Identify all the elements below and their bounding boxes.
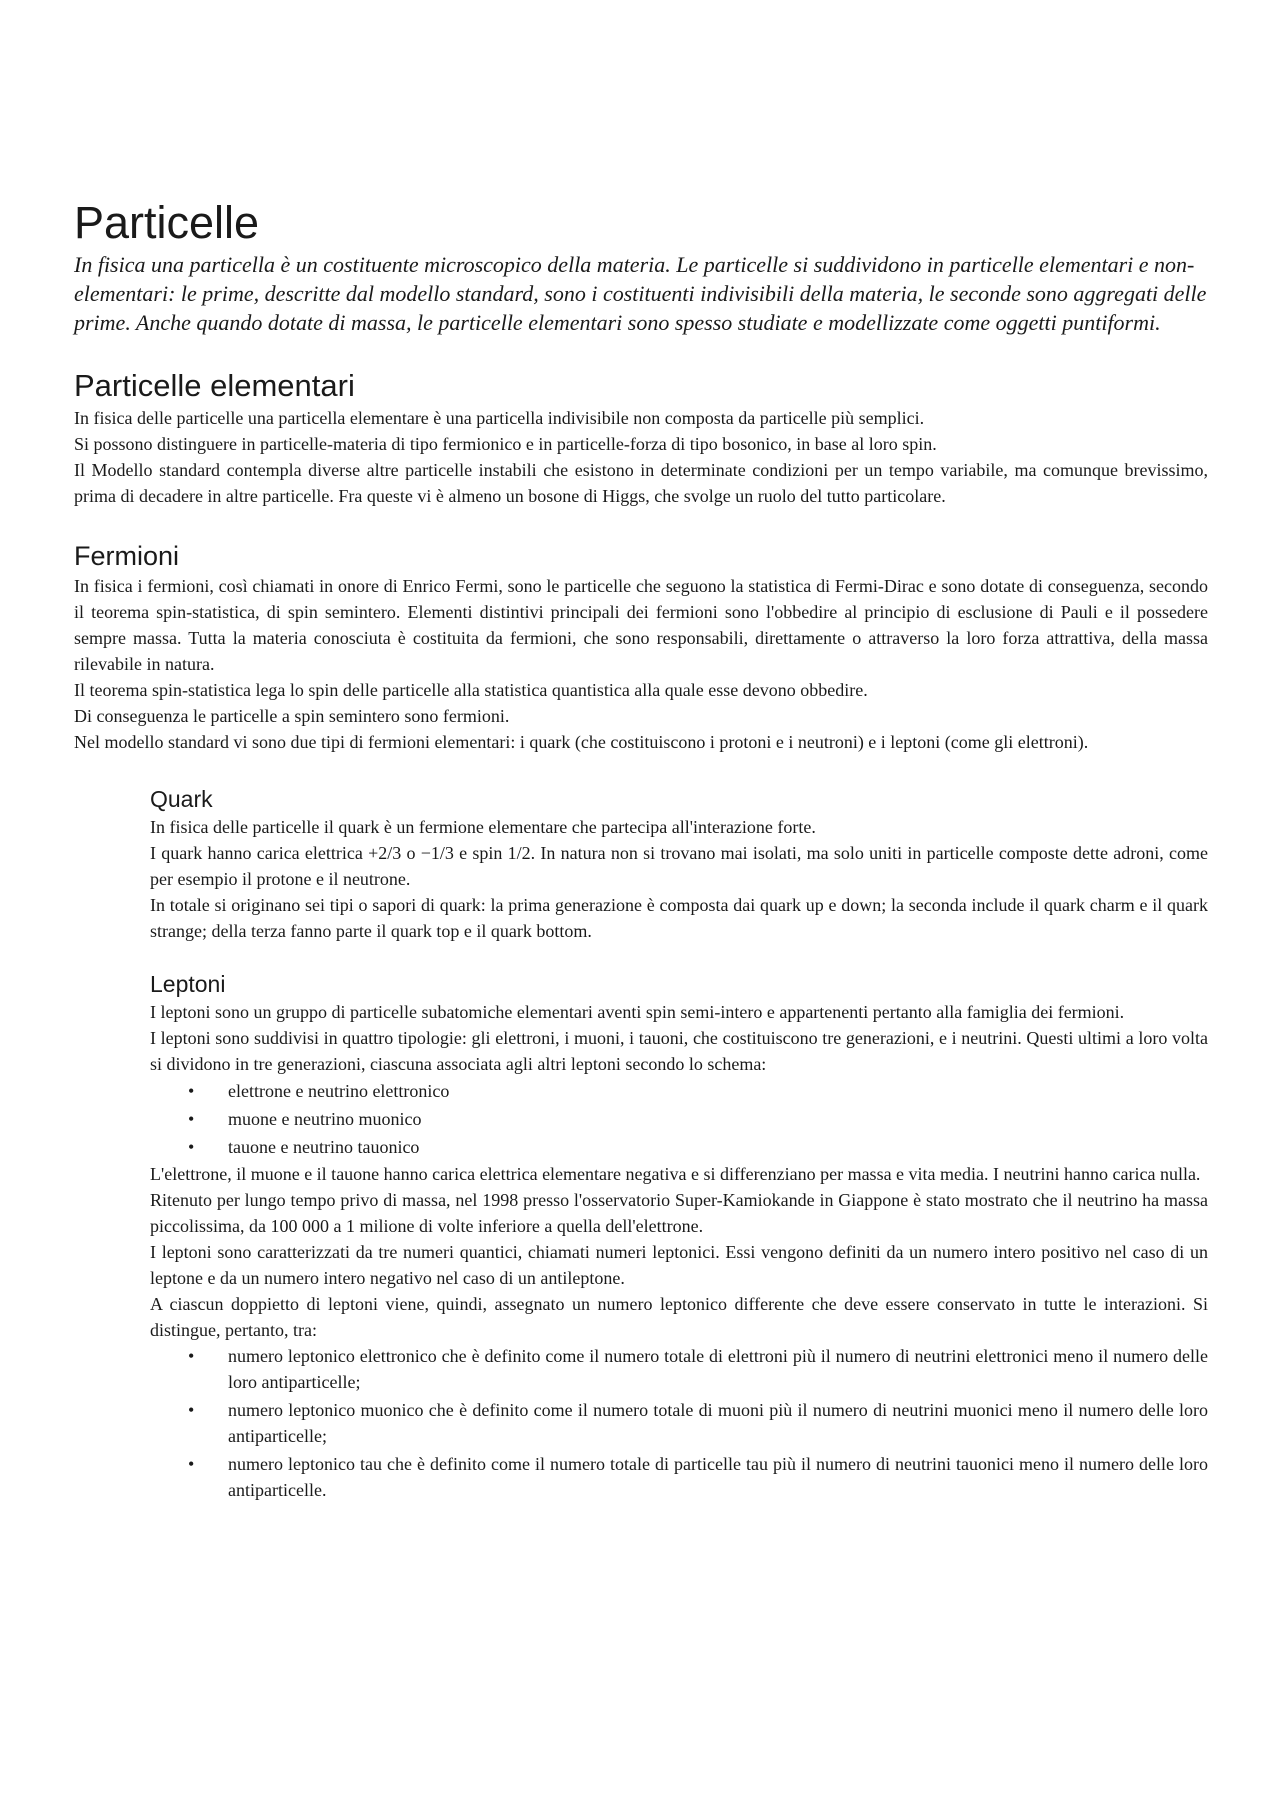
paragraph: In totale si originano sei tipi o sapori di quark: la prima generazione è composta dai quark up e down; la seconda include il quark charm e il quark strange; della terza fanno parte il quark top e il quark bottom.	[150, 895, 1208, 941]
lepton-numbers-list	[150, 1343, 1208, 1503]
paragraph: In fisica delle particelle il quark è un fermione elementare che partecipa all'interazione forte.	[150, 817, 816, 837]
paragraph: Si possono distinguere in particelle-materia di tipo fermionico e in particelle-forza di tipo bosonico, in base al loro spin.	[74, 434, 937, 454]
section-quark	[150, 785, 1208, 944]
page-title: Particelle	[74, 197, 260, 248]
list-item: • numero leptonico tau che è definito come il numero totale di particelle tau più il numero di neutrini tauonici meno il numero delle loro antiparticelle.	[150, 1451, 1208, 1503]
document-page	[74, 196, 1208, 1505]
section-particelle-elementari	[74, 367, 1208, 509]
paragraph: I leptoni sono un gruppo di particelle subatomiche elementari aventi spin semi-intero e appartenenti pertanto alla famiglia dei fermioni.	[150, 1002, 1125, 1022]
subsection-heading: Leptoni	[150, 971, 226, 997]
lepton-generations-list	[150, 1077, 1208, 1161]
paragraph: Nel modello standard vi sono due tipi di fermioni elementari: i quark (che costituiscono i protoni e i neutroni) e i leptoni (come gli elettroni).	[74, 732, 1089, 752]
paragraph: L'elettrone, il muone e il tauone hanno carica elettrica elementare negativa e si differenziano per massa e vita media. I neutrini hanno carica nulla.	[150, 1164, 1201, 1184]
list-item: • elettrone e neutrino elettronico	[150, 1077, 1208, 1105]
paragraph: Di conseguenza le particelle a spin semintero sono fermioni.	[74, 706, 510, 726]
paragraph: Il teorema spin-statistica lega lo spin delle particelle alla statistica quantistica alla quale esse devono obbedire.	[74, 680, 868, 700]
paragraph: Il Modello standard contempla diverse altre particelle instabili che esistono in determinate condizioni per un tempo variabile, ma comunque brevissimo, prima di decadere in altre particelle. Fra queste vi è almeno un bosone di Higgs, che svolge un ruolo del tutto particolare.	[74, 460, 1208, 506]
subsection-heading: Quark	[150, 786, 213, 812]
section-heading: Fermioni	[74, 541, 180, 571]
list-item: • numero leptonico muonico che è definito come il numero totale di muoni più il numero di neutrini muonici meno il numero delle loro antiparticelle;	[150, 1397, 1208, 1449]
intro-paragraph: In fisica una particella è un costituente microscopico della materia. Le particelle si suddividono in particelle elementari e non-elementari: le prime, descritte dal modello standard, sono i costituenti indivisibili della materia, le seconde sono aggregati delle prime. Anche quando dotate di massa, le particelle elementari sono spesso studiate e modellizzate come oggetti puntiformi.	[74, 252, 1207, 335]
section-heading: Particelle elementari	[74, 368, 355, 403]
list-item: • muone e neutrino muonico	[150, 1105, 1208, 1133]
paragraph: I leptoni sono suddivisi in quattro tipologie: gli elettroni, i muoni, i tauoni, che costituiscono tre generazioni, e i neutrini. Questi ultimi a loro volta si dividono in tre generazioni, ciascuna associata agli altri leptoni secondo lo schema:	[150, 1028, 1208, 1074]
paragraph: In fisica delle particelle una particella elementare è una particella indivisibile non composta da particelle più semplici.	[74, 408, 925, 428]
paragraph: I leptoni sono caratterizzati da tre numeri quantici, chiamati numeri leptonici. Essi vengono definiti da un numero intero positivo nel caso di un leptone e da un numero intero negativo nel caso di un antileptone.	[150, 1242, 1208, 1288]
paragraph: A ciascun doppietto di leptoni viene, quindi, assegnato un numero leptonico differente che deve essere conservato in tutte le interazioni. Si distingue, pertanto, tra:	[150, 1294, 1208, 1340]
list-item: • numero leptonico elettronico che è definito come il numero totale di elettroni più il numero di neutrini elettronici meno il numero delle loro antiparticelle;	[150, 1343, 1208, 1395]
paragraph: I quark hanno carica elettrica +2/3 o −1/3 e spin 1/2. In natura non si trovano mai isolati, ma solo uniti in particelle composte dette adroni, come per esempio il protone e il neutrone.	[150, 843, 1208, 889]
section-fermioni	[74, 539, 1208, 755]
paragraph: In fisica i fermioni, così chiamati in onore di Enrico Fermi, sono le particelle che seguono la statistica di Fermi-Dirac e sono dotate di conseguenza, secondo il teorema spin-statistica, di spin semintero. Elementi distintivi principali dei fermioni sono l'obbedire al principio di esclusione di Pauli e il possedere sempre massa. Tutta la materia conosciuta è costituita da fermioni, che sono responsabili, direttamente o attraverso la loro forza attrattiva, della massa rilevabile in natura.	[74, 576, 1208, 674]
paragraph: Ritenuto per lungo tempo privo di massa, nel 1998 presso l'osservatorio Super-Kamiokande in Giappone è stato mostrato che il neutrino ha massa piccolissima, da 100 000 a 1 milione di volte inferiore a quella dell'elettrone.	[150, 1190, 1208, 1236]
section-leptoni	[150, 970, 1208, 1503]
list-item: • tauone e neutrino tauonico	[150, 1133, 1208, 1161]
